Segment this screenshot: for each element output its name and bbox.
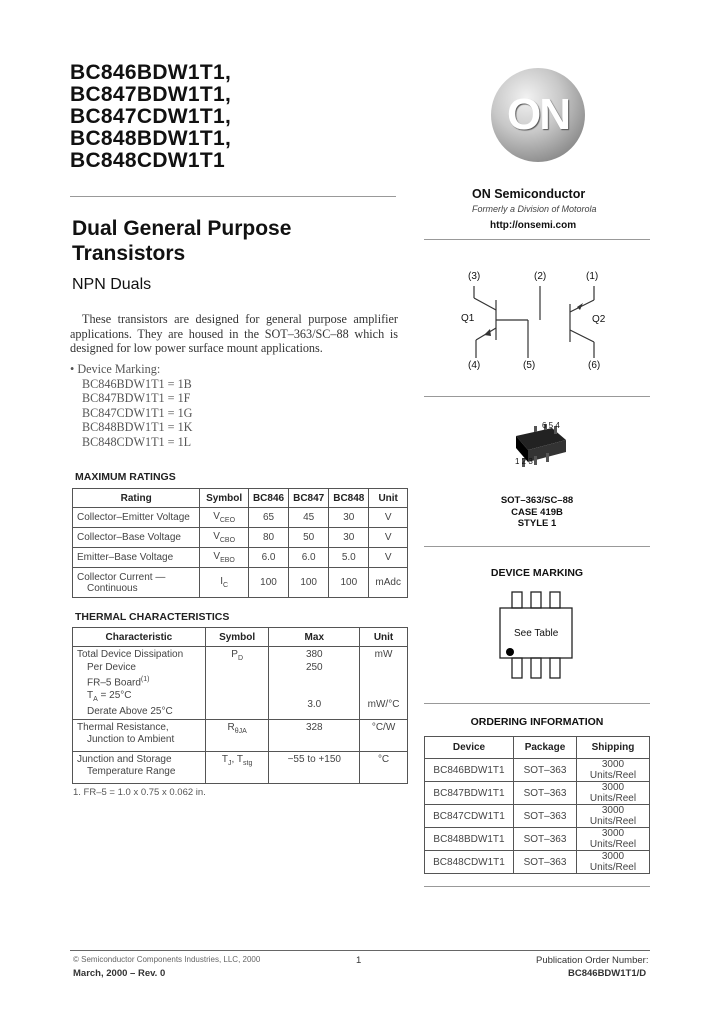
logo-text: ON xyxy=(507,90,569,139)
cell: 3000 Units/Reel xyxy=(577,851,650,874)
cell-line: Per Device xyxy=(87,661,136,673)
package-info xyxy=(424,495,650,530)
col-header: Shipping xyxy=(577,737,650,759)
cell-line: 250 xyxy=(305,661,323,673)
device-marking-list xyxy=(70,362,192,450)
symbol: V xyxy=(213,531,220,542)
cell: SOT–363 xyxy=(514,851,577,874)
cell: 80 xyxy=(248,528,288,548)
transistor-label: Q1 xyxy=(461,313,475,324)
symbol-sub: C xyxy=(222,582,229,589)
symbol-sub: stg xyxy=(243,759,253,767)
table-row xyxy=(73,548,408,568)
cell: 100 xyxy=(329,568,369,598)
chip-marking-text: See Table xyxy=(514,628,559,639)
cell: V xyxy=(369,548,408,568)
part-number: BC847BDW1T1, xyxy=(70,83,232,106)
table-row xyxy=(73,528,408,548)
cell-symbol xyxy=(200,548,249,568)
ordering-heading: ORDERING INFORMATION xyxy=(470,716,604,728)
text: FR–5 Board xyxy=(87,677,141,689)
brand-name: ON Semiconductor xyxy=(472,187,586,201)
cell: BC848CDW1T1 xyxy=(425,851,514,874)
part-number: BC846BDW1T1, xyxy=(70,61,232,84)
cell: BC847BDW1T1 xyxy=(425,782,514,805)
spacer xyxy=(364,662,403,699)
marking-item: BC847BDW1T1 = 1F xyxy=(82,391,191,406)
cell: 328 xyxy=(269,719,360,751)
symbol-sub: CEO xyxy=(219,517,236,524)
table-row xyxy=(73,508,408,528)
table-row xyxy=(425,828,650,851)
symbol-sub: CBO xyxy=(219,537,236,544)
col-header: Unit xyxy=(360,628,408,647)
cell-line xyxy=(77,674,201,690)
cell: 50 xyxy=(289,528,329,548)
cell-symbol xyxy=(205,719,269,751)
cell: BC846BDW1T1 xyxy=(425,759,514,782)
footer-rule xyxy=(70,950,650,951)
pin-label: (1) xyxy=(586,271,599,282)
cell-line: Collector Current — xyxy=(77,571,166,583)
cell: 3000 Units/Reel xyxy=(577,805,650,828)
thermal-table xyxy=(72,627,408,784)
cell xyxy=(73,719,206,751)
title-line: Transistors xyxy=(72,242,186,265)
cell xyxy=(73,647,206,720)
cell xyxy=(73,568,200,598)
col-header: BC846 xyxy=(248,489,288,508)
symbol-sub: J xyxy=(228,759,232,767)
cell: 6.0 xyxy=(289,548,329,568)
table-row xyxy=(73,568,408,598)
part-number: BC847CDW1T1, xyxy=(70,105,232,128)
cell-line: Junction and Storage xyxy=(77,753,172,765)
pin-label: (6) xyxy=(588,360,601,371)
cell: 5.0 xyxy=(329,548,369,568)
table-header-row xyxy=(73,489,408,508)
page-number: 1 xyxy=(356,955,362,966)
pin-label: (4) xyxy=(468,360,481,371)
copyright: © Semiconductor Components Industries, LLC, 2000 xyxy=(73,955,261,964)
package-pin-numbers: 6 5 4 xyxy=(542,421,560,430)
col-header: BC847 xyxy=(289,489,329,508)
title-line: Dual General Purpose xyxy=(72,217,292,240)
intro-paragraph xyxy=(70,312,398,356)
divider xyxy=(424,703,650,704)
cell: V xyxy=(369,528,408,548)
col-header: Symbol xyxy=(200,489,249,508)
cell-line: 3.0 xyxy=(307,699,322,710)
cell: Emitter–Base Voltage xyxy=(73,548,200,568)
cell: SOT–363 xyxy=(514,828,577,851)
divider xyxy=(424,546,650,547)
part-number: BC848CDW1T1 xyxy=(70,149,226,172)
package-pin-numbers: 1 2 3 xyxy=(515,457,533,466)
cell: 30 xyxy=(329,508,369,528)
max-ratings-table xyxy=(72,488,408,598)
symbol: V xyxy=(213,511,220,522)
subtitle: NPN Duals xyxy=(72,276,152,293)
cell: Collector–Base Voltage xyxy=(73,528,200,548)
table-row xyxy=(425,805,650,828)
cell xyxy=(360,647,408,720)
symbol-sub: D xyxy=(237,655,243,662)
table-row xyxy=(73,751,408,783)
page-title xyxy=(72,216,291,266)
dual-npn-schematic xyxy=(460,280,620,364)
cell: BC847CDW1T1 xyxy=(425,805,514,828)
pin-label: (5) xyxy=(523,360,536,371)
publication-number: BC846BDW1T1/D xyxy=(568,968,647,979)
cell: V xyxy=(369,508,408,528)
cell: SOT–363 xyxy=(514,805,577,828)
cell: °C xyxy=(360,751,408,783)
cell-symbol xyxy=(205,751,269,783)
text-sub: A xyxy=(93,695,98,703)
cell: mAdc xyxy=(369,568,408,598)
footnote: 1. FR–5 = 1.0 x 0.75 x 0.062 in. xyxy=(73,787,206,798)
cell: °C/W xyxy=(360,719,408,751)
cell: 3000 Units/Reel xyxy=(577,782,650,805)
part-number-list xyxy=(70,62,231,172)
intro-text: These transistors are designed for general purpose amplifier applications. They are housed in the SOT–363/SC–88 which is designed for low power surface mount applications. xyxy=(70,312,398,356)
cell: 65 xyxy=(248,508,288,528)
divider xyxy=(70,196,396,197)
cell-symbol xyxy=(200,528,249,548)
cell: SOT–363 xyxy=(514,759,577,782)
symbol-sub: EBO xyxy=(220,557,235,564)
spacer xyxy=(273,674,355,699)
pin-label: (2) xyxy=(534,271,547,282)
revision-date: March, 2000 – Rev. 0 xyxy=(73,968,166,979)
symbol: R xyxy=(227,721,235,733)
symbol: P xyxy=(231,649,238,660)
cell: −55 to +150 xyxy=(269,751,360,783)
cell-line: Thermal Resistance, xyxy=(77,721,169,733)
marking-item: BC848CDW1T1 = 1L xyxy=(82,434,192,449)
brand-url[interactable]: http://onsemi.com xyxy=(490,220,577,231)
symbol: V xyxy=(213,551,221,562)
cell: SOT–363 xyxy=(514,782,577,805)
cell-line: Junction to Ambient xyxy=(87,734,175,746)
cell: 45 xyxy=(289,508,329,528)
package-line: STYLE 1 xyxy=(517,518,557,529)
col-header: Max xyxy=(269,628,360,647)
part-number: BC848BDW1T1, xyxy=(70,127,232,150)
publication-label: Publication Order Number: xyxy=(536,955,649,966)
cell: BC848BDW1T1 xyxy=(425,828,514,851)
divider xyxy=(424,886,650,887)
symbol: , T xyxy=(231,753,243,765)
max-ratings-heading: MAXIMUM RATINGS xyxy=(75,471,176,483)
cell-symbol xyxy=(200,568,249,598)
table-row xyxy=(425,759,650,782)
cell-line: Temperature Range xyxy=(87,766,176,778)
footnote-ref: (1) xyxy=(140,676,150,683)
cell: 6.0 xyxy=(248,548,288,568)
col-header: BC848 xyxy=(329,489,369,508)
cell: 100 xyxy=(248,568,288,598)
pin-label: (3) xyxy=(468,271,481,282)
marking-item: BC846BDW1T1 = 1B xyxy=(82,376,192,391)
table-row xyxy=(425,851,650,874)
divider xyxy=(424,239,650,240)
cell-line: mW xyxy=(374,649,393,660)
col-header: Characteristic xyxy=(73,628,206,647)
cell-symbol xyxy=(200,508,249,528)
cell-line: Total Device Dissipation xyxy=(77,649,184,660)
cell: 100 xyxy=(289,568,329,598)
text: = 25°C xyxy=(97,689,132,701)
device-marking-heading: DEVICE MARKING xyxy=(490,567,584,579)
thermal-heading: THERMAL CHARACTERISTICS xyxy=(75,611,230,623)
table-header-row xyxy=(425,737,650,759)
cell: 3000 Units/Reel xyxy=(577,828,650,851)
marking-item: BC848BDW1T1 = 1K xyxy=(82,420,193,435)
col-header: Package xyxy=(514,737,577,759)
brand-tagline: Formerly a Division of Motorola xyxy=(472,204,597,214)
marking-intro: • Device Marking: xyxy=(70,362,161,376)
symbol-sub: θJA xyxy=(234,727,247,735)
divider xyxy=(424,396,650,397)
cell: Collector–Emitter Voltage xyxy=(73,508,200,528)
col-header: Unit xyxy=(369,489,408,508)
package-line: CASE 419B xyxy=(511,506,563,518)
cell: 3000 Units/Reel xyxy=(577,759,650,782)
cell xyxy=(73,751,206,783)
cell-symbol xyxy=(205,647,269,720)
package-line: SOT–363/SC–88 xyxy=(500,495,574,506)
ordering-table xyxy=(424,736,650,874)
cell xyxy=(269,647,360,720)
cell-line: Continuous xyxy=(87,582,138,594)
symbol: T xyxy=(221,753,229,765)
col-header: Symbol xyxy=(205,628,269,647)
transistor-label: Q2 xyxy=(592,314,606,325)
symbol: I xyxy=(220,576,223,587)
col-header: Rating xyxy=(73,489,200,508)
cell-line xyxy=(77,690,201,707)
table-row xyxy=(73,647,408,720)
table-row xyxy=(425,782,650,805)
cell-line: 380 xyxy=(305,649,323,660)
cell: 30 xyxy=(329,528,369,548)
marking-item: BC847CDW1T1 = 1G xyxy=(82,405,193,420)
text: T xyxy=(87,689,94,701)
table-header-row xyxy=(73,628,408,647)
on-semiconductor-logo xyxy=(491,68,585,162)
cell-line: mW/°C xyxy=(367,698,400,710)
cell-line: Derate Above 25°C xyxy=(87,706,173,718)
table-row xyxy=(73,719,408,751)
col-header: Device xyxy=(425,737,514,759)
